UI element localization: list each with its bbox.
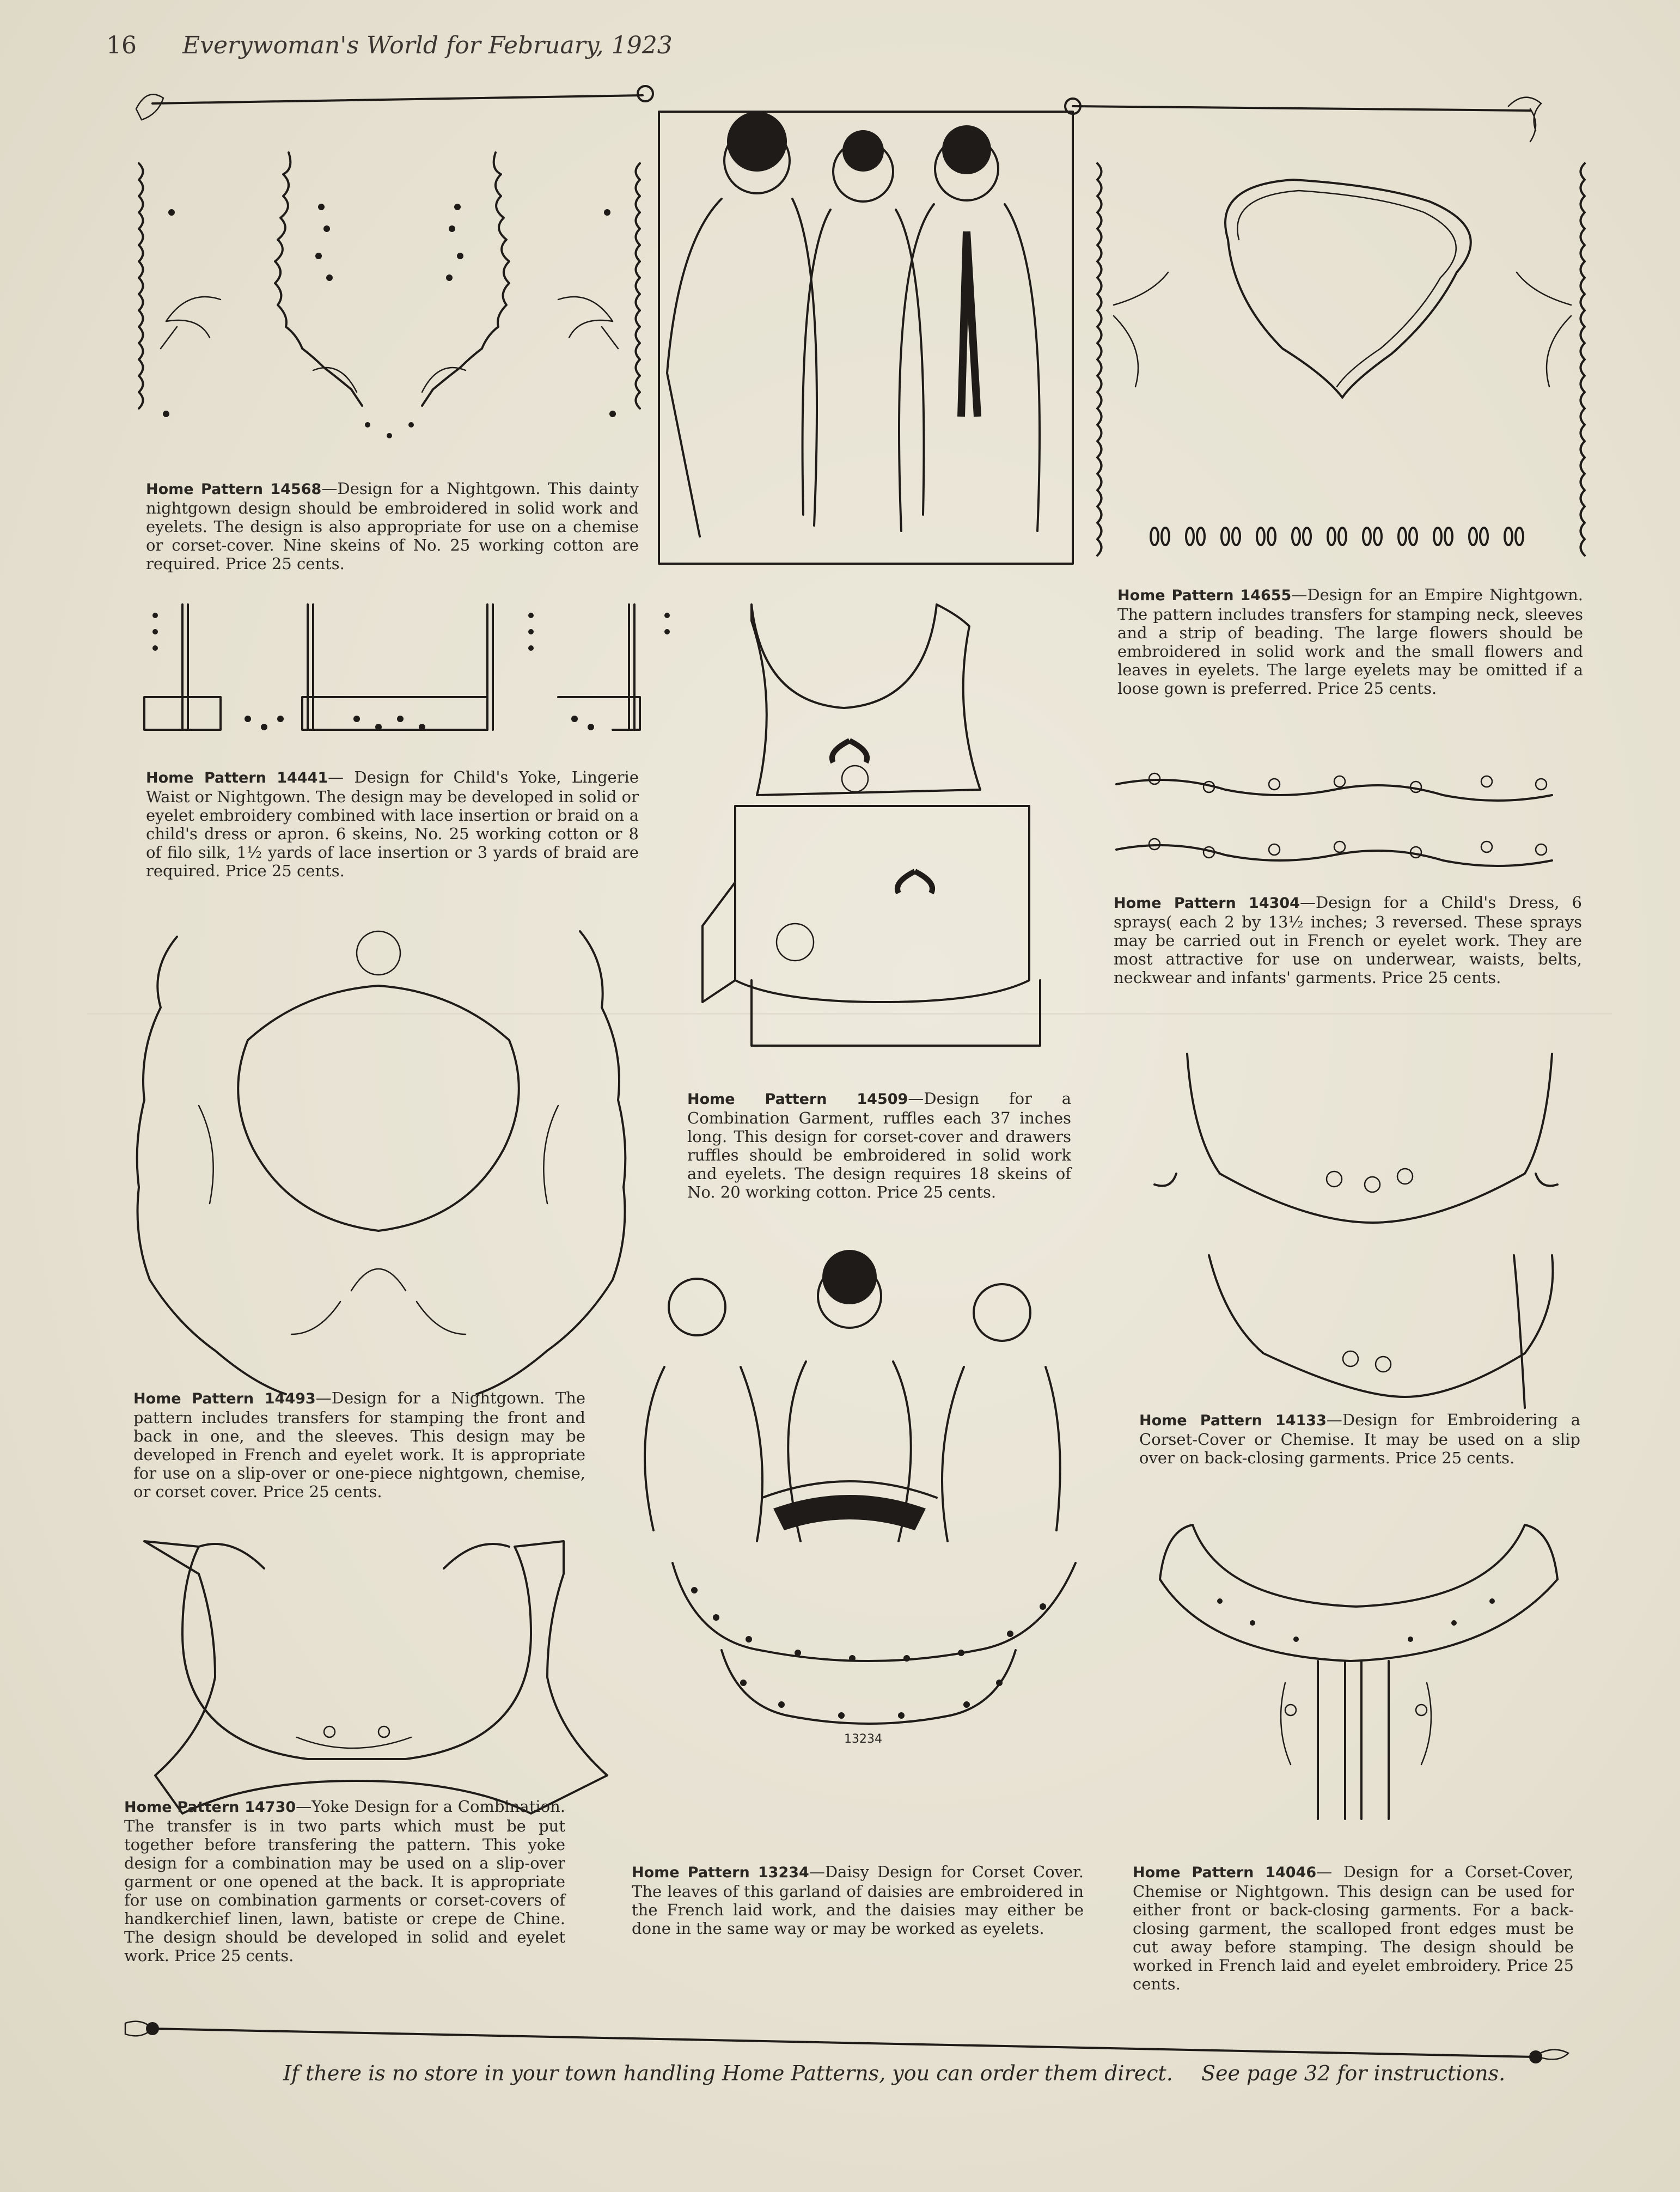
- pattern-14441-illustration: [139, 599, 689, 746]
- pattern-14133-text: —Design for Embroidering a Corset-Cover or Chemise. It may be used on a slip over on back-closing garments. Price 25 cents.: [1139, 1411, 1580, 1467]
- top-left-ribbon-border: [131, 76, 664, 120]
- pattern-14493-description: [133, 1389, 585, 1501]
- pattern-14304-description: [1114, 893, 1582, 987]
- pattern-14441-title: Home Pattern 14441: [146, 770, 328, 786]
- pattern-14655-description: [1117, 585, 1583, 698]
- pattern-14046-title: Home Pattern 14046: [1133, 1864, 1317, 1881]
- pattern-13234-text: —Daisy Design for Corset Cover. The leaves of this garland of daisies are embroidered in the French laid work, and the daisies may either be done in the same way or may be worked as eyelets.: [632, 1863, 1084, 1938]
- pattern-14133-illustration: [1144, 1048, 1574, 1419]
- daisy-pattern-number: 13234: [844, 1732, 882, 1746]
- pattern-14046-description: [1133, 1863, 1574, 1993]
- three-women-nightgowns-illustration: [651, 90, 1081, 569]
- pattern-14568-text: —Design for a Nightgown. This dainty nightgown design should be embroidered in solid work and eyelets. The design is also appropriate for use on a chemise or corset-cover. Nine skeins of No. 25 working cotton are required. Price 25 cents.: [146, 479, 639, 573]
- pattern-14730-title: Home Pattern 14730: [124, 1799, 296, 1816]
- pattern-14046-text: — Design for a Corset-Cover, Chemise or Nightgown. This design can be used for either front or back-closing garments. For a back-closing garment, the scalloped front edges must be cut away before stamping. The design should be worked in French laid and eyelet embroidery. Price 25 cents.: [1133, 1863, 1574, 1993]
- pattern-14655-text: —Design for an Empire Nightgown. The pattern includes transfers for stamping neck, sleeves and a strip of beading. The large flowers should be embroidered in solid work and the small flowers and leaves in eyelets. The large eyelets may be omitted if a loose gown is preferred. Price 25 cents.: [1117, 585, 1583, 698]
- footer-instructions: See page 32 for instructions.: [1201, 2061, 1506, 2085]
- pattern-14046-illustration: [1154, 1519, 1568, 1824]
- footer-order-text: If there is no store in your town handling Home Patterns, you can order them direct.: [283, 2061, 1173, 2085]
- pattern-14304-title: Home Pattern 14304: [1114, 895, 1300, 912]
- pattern-14568-title: Home Pattern 14568: [146, 481, 322, 498]
- pattern-14133-description: [1139, 1411, 1580, 1467]
- top-right-ribbon-border: [1062, 90, 1563, 139]
- page-number: 16: [106, 32, 137, 59]
- pattern-14304-text: —Design for a Child's Dress, 6 sprays( each 2 by 13½ inches; 3 reversed. These sprays may be carried out in French or eyelet work. They are most attractive for use on underwear, waists, belts, neckwear and infants' garments. Price 25 cents.: [1114, 893, 1582, 987]
- pattern-14568-illustration: [133, 142, 645, 468]
- pattern-14509-illustration: [692, 599, 1084, 1051]
- pattern-13234-title: Home Pattern 13234: [632, 1864, 809, 1881]
- pattern-14133-title: Home Pattern 14133: [1139, 1412, 1327, 1429]
- pattern-14730-text: —Yoke Design for a Combination. The transfer is in two parts which must be put together before transfering the pattern. This yoke design for a combination may be used on a slip-over garment or one opened at the back. It is appropriate for use on combination garments or corset-covers of handkerchief linen, lawn, batiste or crepe de Chine. The design should be developed in solid and eyelet work. Price 25 cents.: [124, 1797, 565, 1965]
- pattern-14509-description: [687, 1089, 1071, 1201]
- pattern-14493-text: —Design for a Nightgown. The pattern includes transfers for stamping the front and back in one, and the sleeves. This design may be developed in French and eyelet work. It is appropriate for use on a slip-over or one-piece nightgown, chemise, or corset cover. Price 25 cents.: [133, 1389, 585, 1501]
- pattern-14655-title: Home Pattern 14655: [1117, 587, 1292, 604]
- pattern-14493-illustration: [133, 920, 624, 1405]
- pattern-13234-illustration: [662, 1558, 1086, 1808]
- pattern-14730-description: [124, 1797, 565, 1965]
- pattern-14509-title: Home Pattern 14509: [687, 1091, 908, 1108]
- pattern-13234-description: [632, 1863, 1084, 1938]
- order-direct-footer: [283, 2061, 1505, 2085]
- pattern-14730-illustration: [133, 1530, 580, 1824]
- pattern-14493-title: Home Pattern 14493: [133, 1390, 316, 1407]
- page-header: [106, 32, 673, 59]
- pattern-14509-text: —Design for a Combination Garment, ruffles each 37 inches long. This design for corset-cover and drawers ruffles should be embroidered in solid work and eyelets. The design requires 18 skeins of No. 20 working cotton. Price 25 cents.: [687, 1089, 1071, 1201]
- publication-title: Everywoman's World for February, 1923: [182, 32, 673, 59]
- pattern-14655-illustration: [1092, 152, 1593, 577]
- pattern-14304-illustration: [1111, 757, 1574, 877]
- women-reading-illustration: [632, 1258, 1067, 1541]
- pattern-14441-description: [146, 768, 639, 880]
- bottom-ribbon-border: [120, 2012, 1579, 2061]
- pattern-14441-text: — Design for Child's Yoke, Lingerie Waist or Nightgown. The design may be developed in solid or eyelet embroidery combined with lace insertion or braid on a child's dress or apron. 6 skeins, No. 25 working cotton or 8 of filo silk, 1½ yards of lace insertion or 3 yards of braid are required. Price 25 cents.: [146, 768, 639, 880]
- pattern-14568-description: [146, 479, 639, 573]
